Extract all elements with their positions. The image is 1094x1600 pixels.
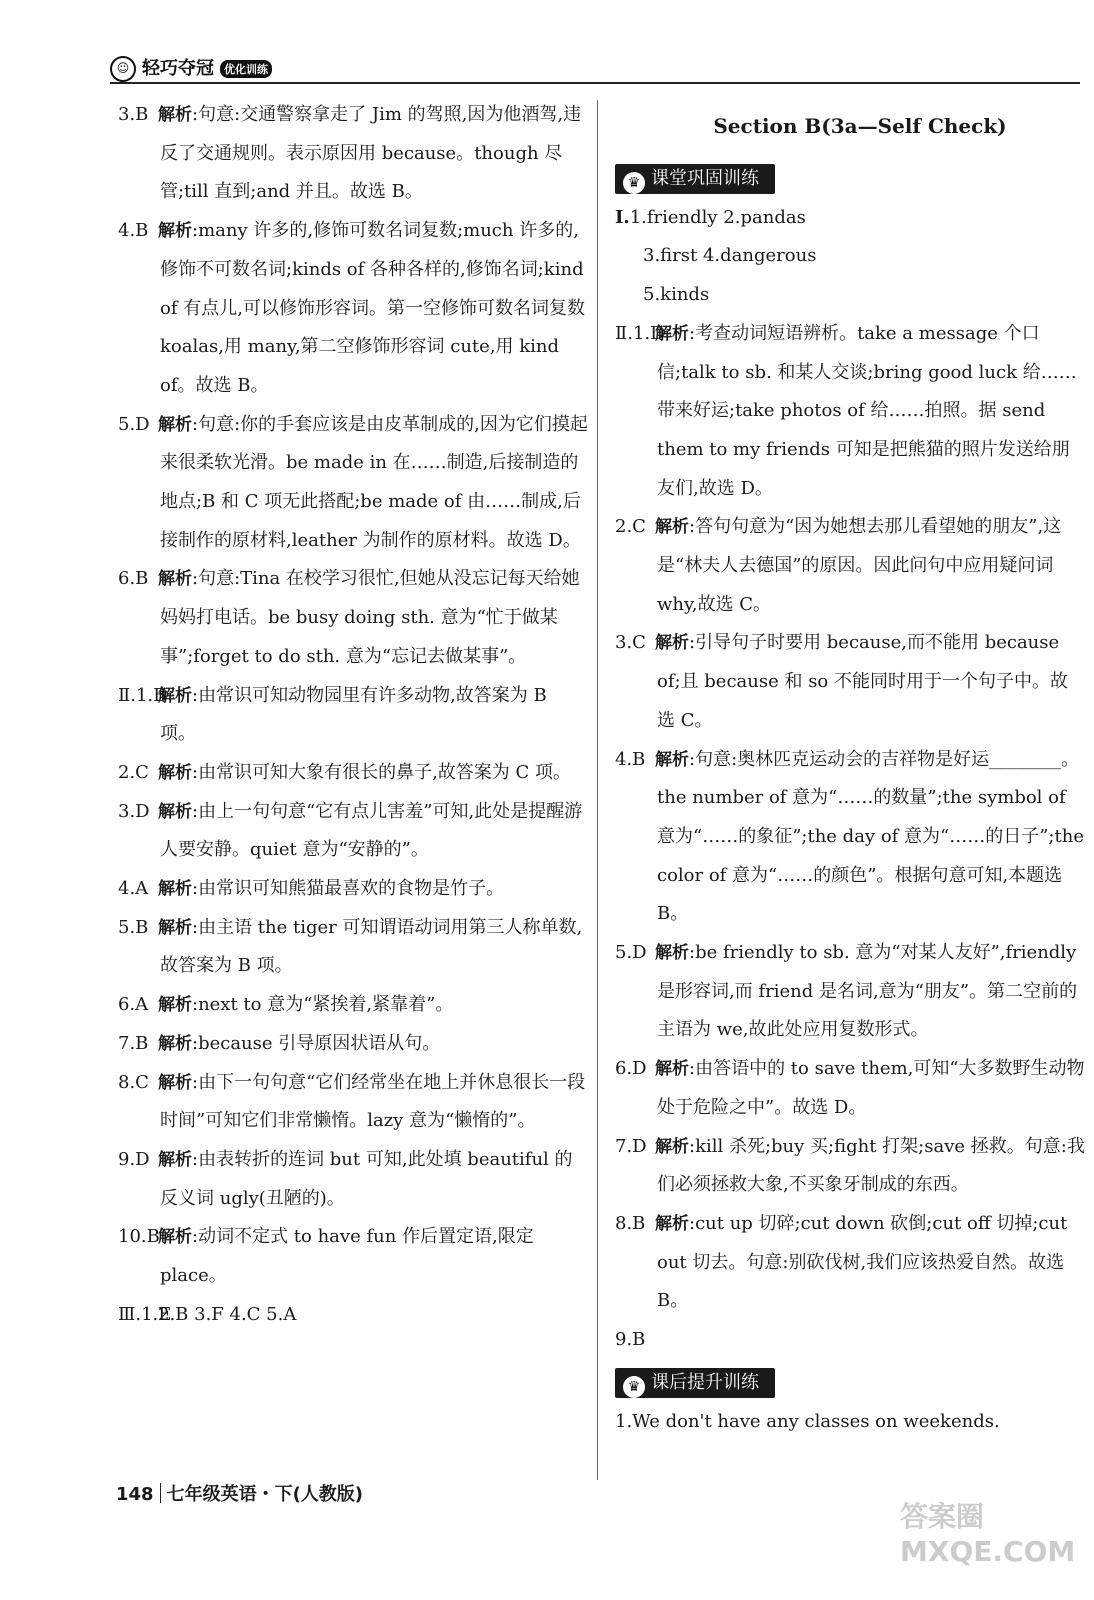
answer-text: :由上一句句意“它有点儿害羞”可知,此处是提醒游人要安静。quiet 意为“安静的”。 — [160, 800, 583, 861]
analysis-label: 解析 — [655, 943, 689, 964]
answer-item — [615, 624, 1085, 740]
answer-text: :many 许多的,修饰可数名词复数;much 许多的,修饰不可数名词;kinds of 各种各样的,修饰名词;kind of 有点儿,可以修饰形容词。第一空修饰可数名词复数 koalas,用 many,第二空修饰形容词 cute,用 kind of。故选 B。 — [160, 220, 585, 396]
part1-answers: 1.friendly 2.pandas — [629, 206, 806, 228]
answer-text: 2.B 3.F 4.C 5.A — [158, 1303, 297, 1325]
left-column — [118, 96, 588, 1335]
analysis-label: 解析 — [158, 995, 192, 1016]
answer-number: 6.A — [118, 994, 149, 1016]
answer-item — [118, 986, 588, 1025]
answer-number: Ⅲ.1.E — [118, 1303, 172, 1325]
answer-item — [118, 909, 588, 986]
analysis-label: 解析 — [158, 917, 192, 938]
answer-text: :由表转折的连词 but 可知,此处填 beautiful 的反义词 ugly(丑陋的)。 — [160, 1148, 573, 1209]
answer-number: 9.D — [118, 1148, 150, 1170]
analysis-label: 解析 — [655, 517, 689, 538]
right-items — [615, 315, 1085, 1360]
analysis-label: 解析 — [158, 801, 192, 822]
last-line: 1.We don't have any classes on weekends. — [615, 1410, 1000, 1432]
answer-item — [118, 1218, 588, 1295]
answer-text: :kill 杀死;buy 买;fight 打架;save 拯救。句意:我们必须拯救大象,不买象牙制成的东西。 — [657, 1135, 1085, 1196]
part1-row — [615, 276, 1085, 315]
answer-number: 7.B — [118, 1032, 149, 1054]
answer-item — [615, 1321, 1085, 1360]
brand-badge: 优化训练 — [220, 60, 272, 78]
answer-text: :cut up 切碎;cut down 砍倒;cut off 切掉;cut out 切去。句意:别砍伐树,我们应该热爱自然。故选 B。 — [657, 1212, 1068, 1312]
answer-item — [615, 741, 1085, 935]
answer-item — [615, 1050, 1085, 1127]
answer-number: 5.B — [118, 916, 149, 938]
answer-number: 7.D — [615, 1135, 647, 1157]
answer-text: :be friendly to sb. 意为“对某人友好”,friendly 是形容词,而 friend 是名词,意为“朋友”。第二空前的主语为 we,故此处应用复数形式。 — [657, 942, 1078, 1041]
crown-icon: ♛ — [623, 1376, 645, 1398]
mascot-icon: ☺ — [110, 56, 136, 82]
banner-label: 课后提升训练 — [651, 1371, 759, 1393]
analysis-label: 解析 — [655, 749, 689, 770]
answer-number: 2.C — [118, 761, 149, 783]
answer-item — [118, 1064, 588, 1141]
book-title: 七年级英语・下(人教版) — [166, 1484, 364, 1505]
page-number: 148 — [116, 1484, 154, 1505]
analysis-label: 解析 — [655, 1136, 689, 1157]
answer-number: 5.D — [615, 942, 647, 964]
analysis-label: 解析 — [158, 414, 192, 435]
answer-number: Ⅱ.1.B — [118, 684, 167, 706]
answer-item — [118, 1141, 588, 1218]
answer-text: :由下一句句意“它们经常坐在地上并休息很长一段时间”可知它们非常懒惰。lazy 意为“懒惰的”。 — [160, 1071, 586, 1132]
answer-number: 3.C — [615, 632, 646, 654]
answer-item — [118, 406, 588, 561]
column-divider — [597, 100, 598, 1480]
answer-item — [118, 212, 588, 406]
answer-item — [615, 1128, 1085, 1205]
part1-row — [615, 199, 1085, 238]
section-title: Section B(3a—Self Check) — [713, 114, 1007, 138]
answer-number: 10.B — [118, 1226, 160, 1248]
answer-item — [615, 508, 1085, 624]
answer-number: 8.C — [118, 1071, 149, 1093]
part1-block — [615, 199, 1085, 315]
answer-text: :答句句意为“因为她想去那儿看望她的朋友”,这是“林夫人去德国”的原因。因此问句中应用疑问词 why,故选 C。 — [657, 516, 1062, 615]
answer-text: :句意:Tina 在校学习很忙,但她从没忘记每天给她妈妈打电话。be busy doing sth. 意为“忙于做某事”;forget to do sth. 意为“忘记去做某事”。 — [160, 568, 580, 667]
answer-number: 4.B — [118, 220, 149, 242]
part-label: Ⅰ. — [615, 206, 630, 228]
answer-number: 8.B — [615, 1212, 646, 1234]
answer-number: 5.D — [118, 413, 150, 435]
right-column — [615, 96, 1085, 1441]
analysis-label: 解析 — [158, 1033, 192, 1054]
analysis-label: 解析 — [655, 633, 689, 654]
page-header — [110, 48, 1080, 88]
analysis-label: 解析 — [158, 879, 192, 900]
analysis-label: 解析 — [158, 762, 192, 783]
brand-logo — [110, 54, 272, 82]
answer-text: :由答语中的 to save them,可知“大多数野生动物处于危险之中”。故选 D。 — [657, 1058, 1085, 1118]
answer-item — [118, 754, 588, 793]
answer-item — [118, 793, 588, 870]
answer-text: :由常识可知大象有很长的鼻子,故答案为 C 项。 — [192, 761, 571, 783]
analysis-label: 解析 — [158, 1149, 192, 1170]
answer-text: :由常识可知熊猫最喜欢的食物是竹子。 — [192, 878, 505, 900]
answer-text: :由常识可知动物园里有许多动物,故答案为 B 项。 — [160, 684, 547, 745]
answer-number: 4.A — [118, 878, 149, 900]
page-footer — [116, 1480, 363, 1506]
analysis-label: 解析 — [158, 1227, 192, 1248]
analysis-label: 解析 — [158, 221, 192, 242]
answer-text: :句意:奥林匹克运动会的吉祥物是好运________。the number of 意为“……的数量”;the symbol of 意为“……的象征”;the day of 意为“……的日子”;the color of 意为“……的颜色”。根据句意可知,本题选 B。 — [657, 748, 1084, 925]
crown-icon: ♛ — [623, 172, 645, 194]
answer-item — [615, 934, 1085, 1050]
banner-classroom — [615, 164, 775, 194]
answer-item — [615, 315, 1085, 509]
answer-item — [118, 677, 588, 754]
analysis-label: 解析 — [158, 569, 192, 590]
answer-item — [118, 560, 588, 676]
answer-number: 2.C — [615, 516, 646, 538]
banner-after-class — [615, 1368, 775, 1398]
watermark: 答案圈 MXQE.COM — [900, 1500, 1076, 1568]
answer-number: 9.B — [615, 1329, 646, 1351]
header-rule — [110, 82, 1080, 84]
part1-answers: 5.kinds — [643, 284, 710, 306]
analysis-label: 解析 — [158, 685, 192, 706]
answer-text: :由主语 the tiger 可知谓语动词用第三人称单数,故答案为 B 项。 — [160, 916, 583, 977]
answer-item — [118, 96, 588, 212]
answer-number: Ⅱ.1.D — [615, 322, 665, 344]
analysis-label: 解析 — [655, 1213, 689, 1234]
analysis-label: 解析 — [655, 1059, 689, 1080]
answer-item — [118, 1296, 588, 1335]
analysis-label: 解析 — [655, 323, 689, 344]
answer-item — [118, 870, 588, 909]
answer-item — [615, 1205, 1085, 1321]
answer-number: 3.B — [118, 104, 149, 125]
answer-text: :because 引导原因状语从句。 — [192, 1032, 441, 1054]
footer-separator — [160, 1483, 161, 1503]
analysis-label: 解析 — [158, 105, 192, 125]
answer-text: :句意:交通警察拿走了 Jim 的驾照,因为他酒驾,违反了交通规则。表示原因用 because。though 尽管;till 直到;and 并且。故选 B。 — [160, 104, 582, 203]
part1-answers: 3.first 4.dangerous — [643, 245, 817, 267]
answer-text: :动词不定式 to have fun 作后置定语,限定 place。 — [160, 1226, 534, 1287]
banner-label: 课堂巩固训练 — [651, 168, 759, 189]
answer-text: :引导句子时要用 because,而不能用 because of;且 because 和 so 不能同时用于一个句子中。故选 C。 — [657, 632, 1068, 731]
answer-text: :句意:你的手套应该是由皮革制成的,因为它们摸起来很柔软光滑。be made in 在……制造,后接制造的地点;B 和 C 项无此搭配;be made of 由……制成,后接制作的原材料,leather 为制作的原材料。故选 D。 — [160, 413, 588, 551]
analysis-label: 解析 — [158, 1072, 192, 1093]
answer-number: 4.B — [615, 748, 646, 770]
part1-row — [615, 237, 1085, 276]
answer-number: 3.D — [118, 800, 150, 822]
answer-item — [118, 1025, 588, 1064]
answer-text: :考查动词短语辨析。take a message 个口信;talk to sb. 和某人交谈;bring good luck 给……带来好运;take photos of 给……拍照。据 send them to my friends 可知是把熊猫的照片发送给朋友们,故选 D。 — [657, 322, 1077, 499]
answer-number: 6.B — [118, 568, 149, 590]
answer-text: :next to 意为“紧挨着,紧靠着”。 — [192, 994, 454, 1016]
answer-number: 6.D — [615, 1058, 647, 1080]
brand-name: 轻巧夺冠 — [142, 58, 214, 79]
